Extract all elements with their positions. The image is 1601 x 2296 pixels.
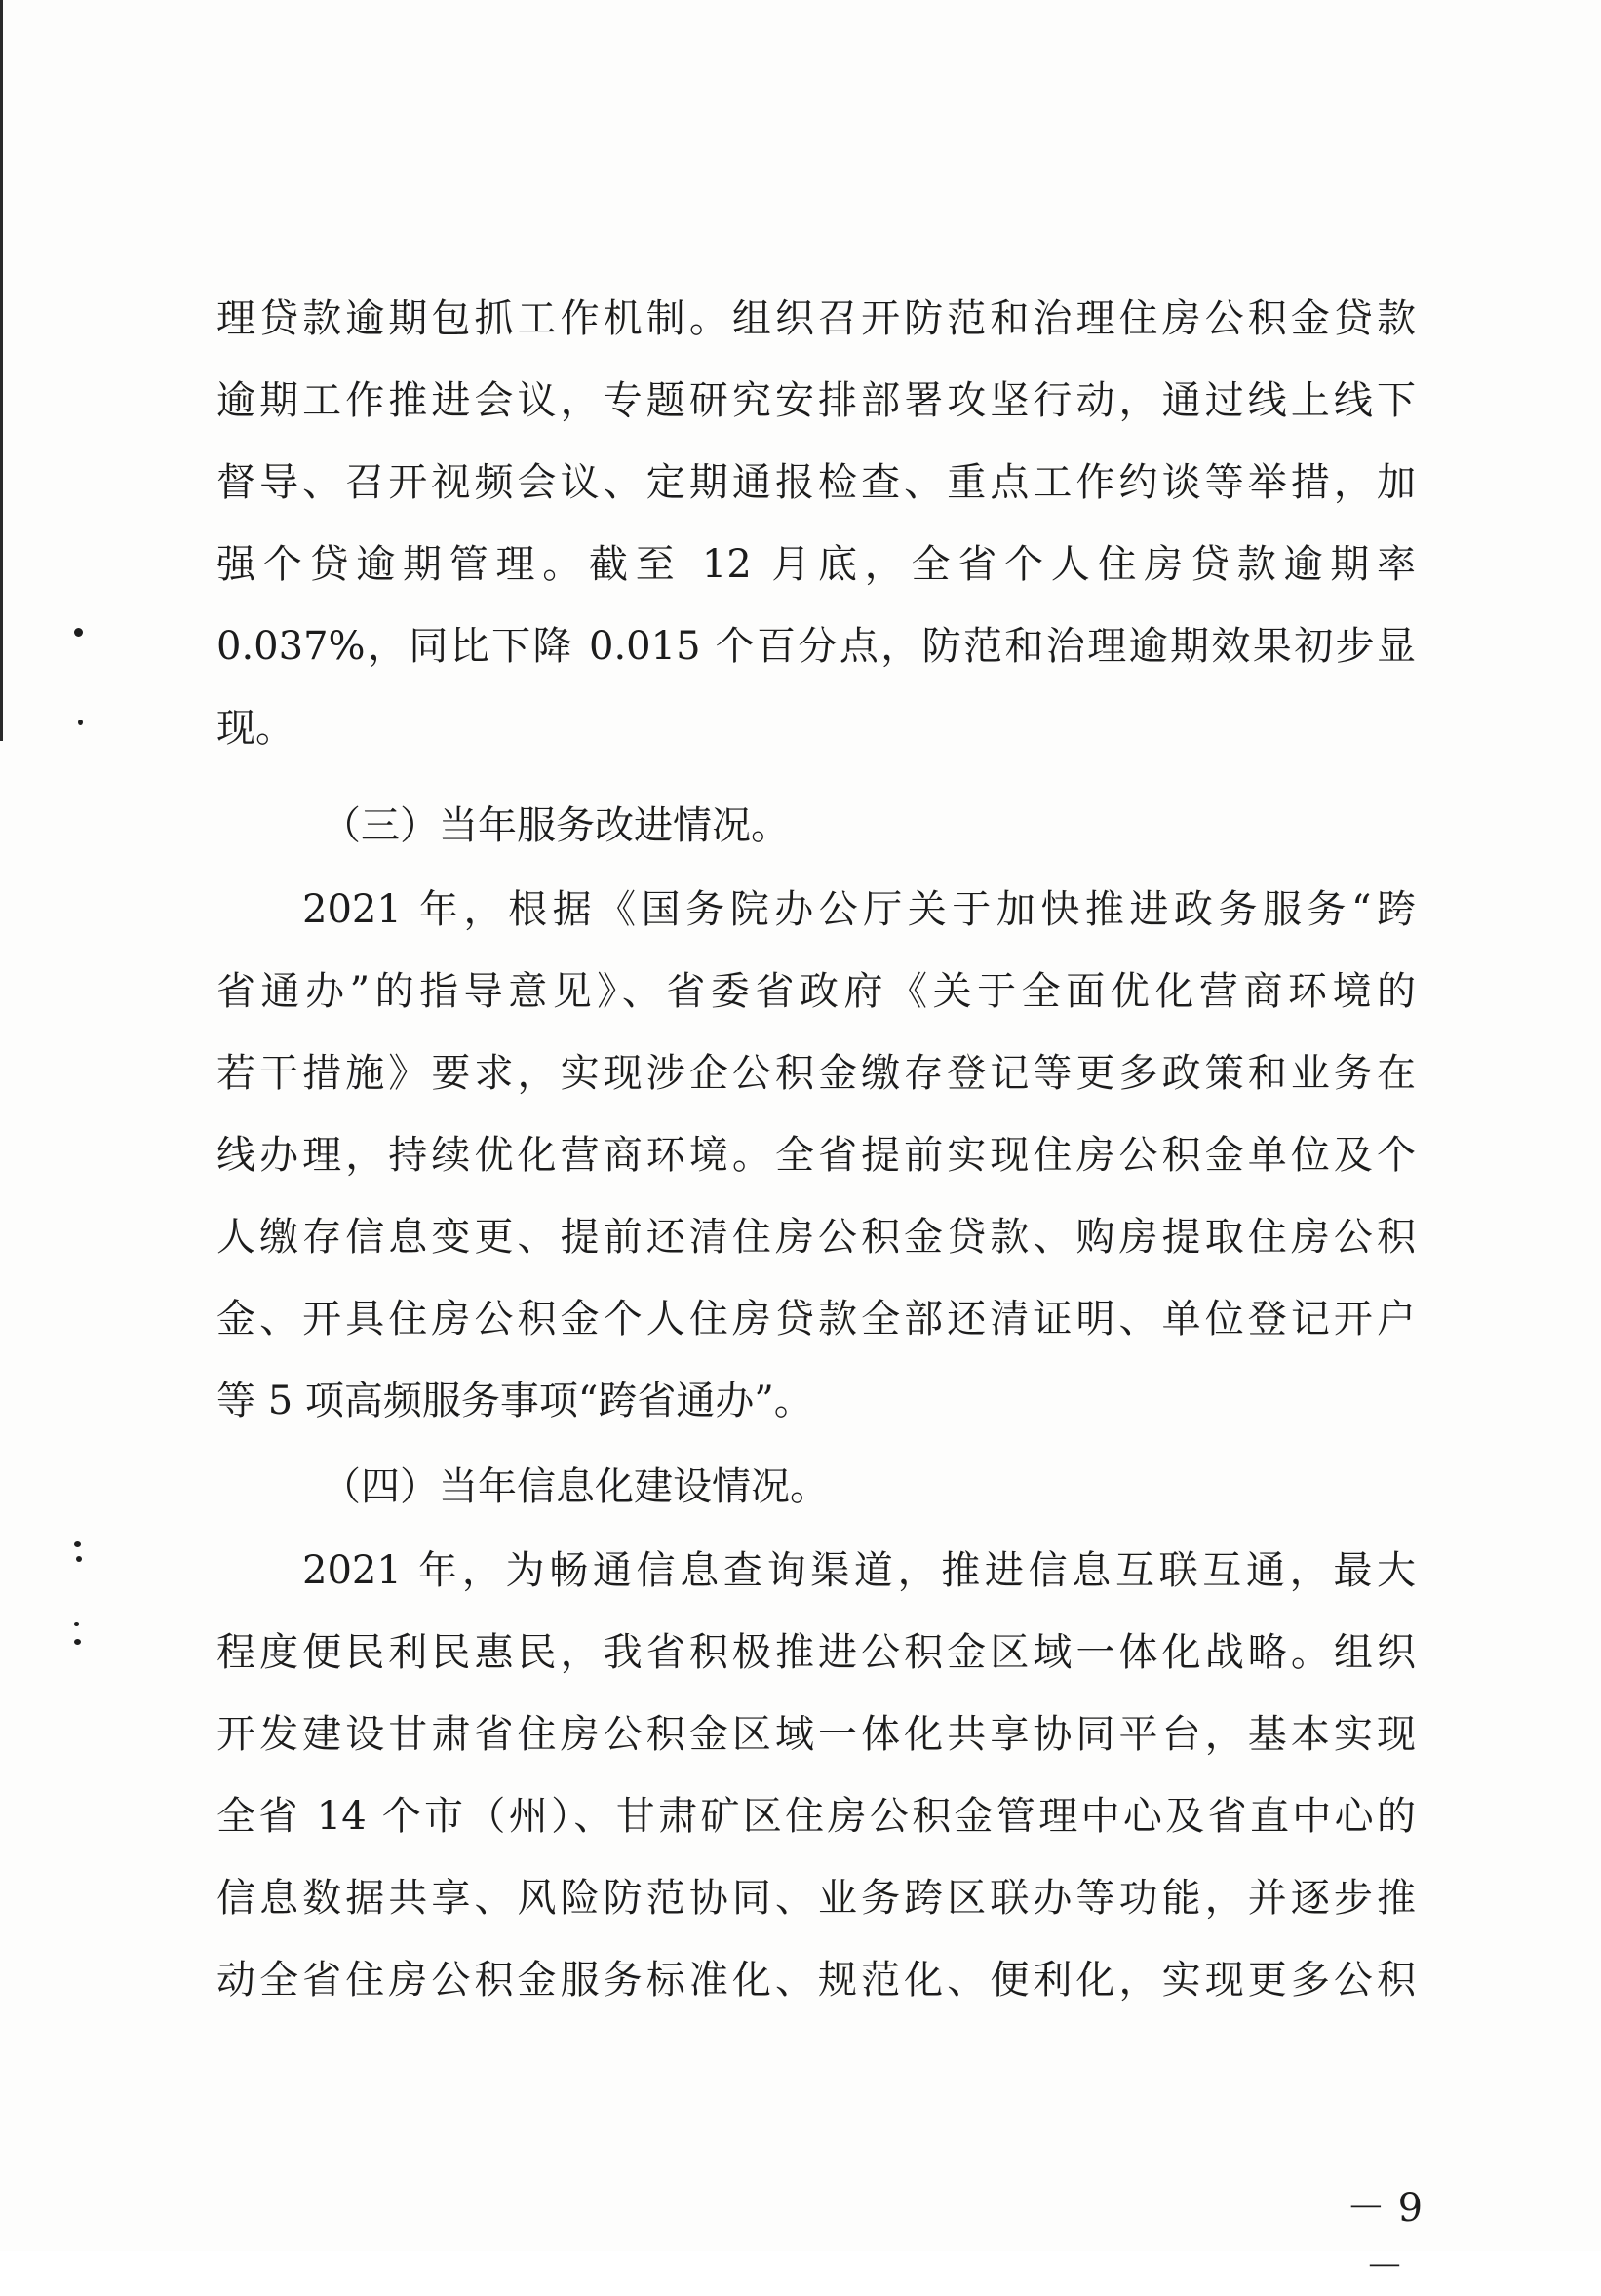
paragraph-line: 开发建设甘肃省住房公积金区域一体化共享协同平台，基本实现 — [216, 1712, 1416, 1757]
paragraph-line: 督导、召开视频会议、定期通报检查、重点工作约谈等举措，加 — [216, 460, 1416, 505]
section-heading: （四）当年信息化建设情况。 — [322, 1464, 829, 1509]
binding-hole-mark — [78, 720, 83, 725]
paragraph-line: 省通办”的指导意见》、省委省政府《关于全面优化营商环境的 — [216, 969, 1416, 1014]
binding-hole-mark — [74, 628, 83, 637]
paragraph-line: 2021 年，根据《国务院办公厅关于加快推进政务服务“跨 — [302, 887, 1416, 932]
binding-hole-mark — [74, 1541, 81, 1547]
paragraph-line: 若干措施》要求，实现涉企公积金缴存登记等更多政策和业务在 — [216, 1051, 1416, 1096]
paragraph-line: 2021 年，为畅通信息查询渠道，推进信息互联互通，最大 — [302, 1548, 1416, 1593]
paragraph-line: 全省 14 个市（州）、甘肃矿区住房公积金管理中心及省直中心的 — [216, 1794, 1416, 1839]
paragraph-line: 人缴存信息变更、提前还清住房公积金贷款、购房提取住房公积 — [216, 1215, 1416, 1260]
section-heading: （三）当年服务改进情况。 — [322, 803, 790, 848]
paragraph-line: 强个贷逾期管理。截至 12 月底，全省个人住房贷款逾期率 — [216, 542, 1416, 587]
paragraph-line: 金、开具住房公积金个人住房贷款全部还清证明、单位登记开户 — [216, 1297, 1416, 1342]
binding-edge-line — [0, 0, 3, 741]
binding-hole-mark — [74, 1639, 81, 1645]
page-number: － 9 － — [1346, 2186, 1424, 2289]
paragraph-line: 现。 — [216, 706, 294, 751]
paragraph-line: 等 5 项高频服务事项“跨省通办”。 — [216, 1379, 813, 1423]
binding-hole-mark — [76, 1556, 82, 1562]
paragraph-line: 信息数据共享、风险防范协同、业务跨区联办等功能，并逐步推 — [216, 1876, 1416, 1921]
paragraph-line: 线办理，持续优化营商环境。全省提前实现住房公积金单位及个 — [216, 1133, 1416, 1178]
paragraph-line: 程度便民利民惠民，我省积极推进公积金区域一体化战略。组织 — [216, 1630, 1416, 1675]
binding-hole-mark — [74, 1622, 79, 1626]
paragraph-line: 理贷款逾期包抓工作机制。组织召开防范和治理住房公积金贷款 — [216, 296, 1416, 341]
paragraph-line: 逾期工作推进会议，专题研究安排部署攻坚行动，通过线上线下 — [216, 378, 1416, 423]
paragraph-line: 0.037%，同比下降 0.015 个百分点，防范和治理逾期效果初步显 — [216, 624, 1416, 669]
paragraph-line: 动全省住房公积金服务标准化、规范化、便利化，实现更多公积 — [216, 1958, 1416, 2003]
